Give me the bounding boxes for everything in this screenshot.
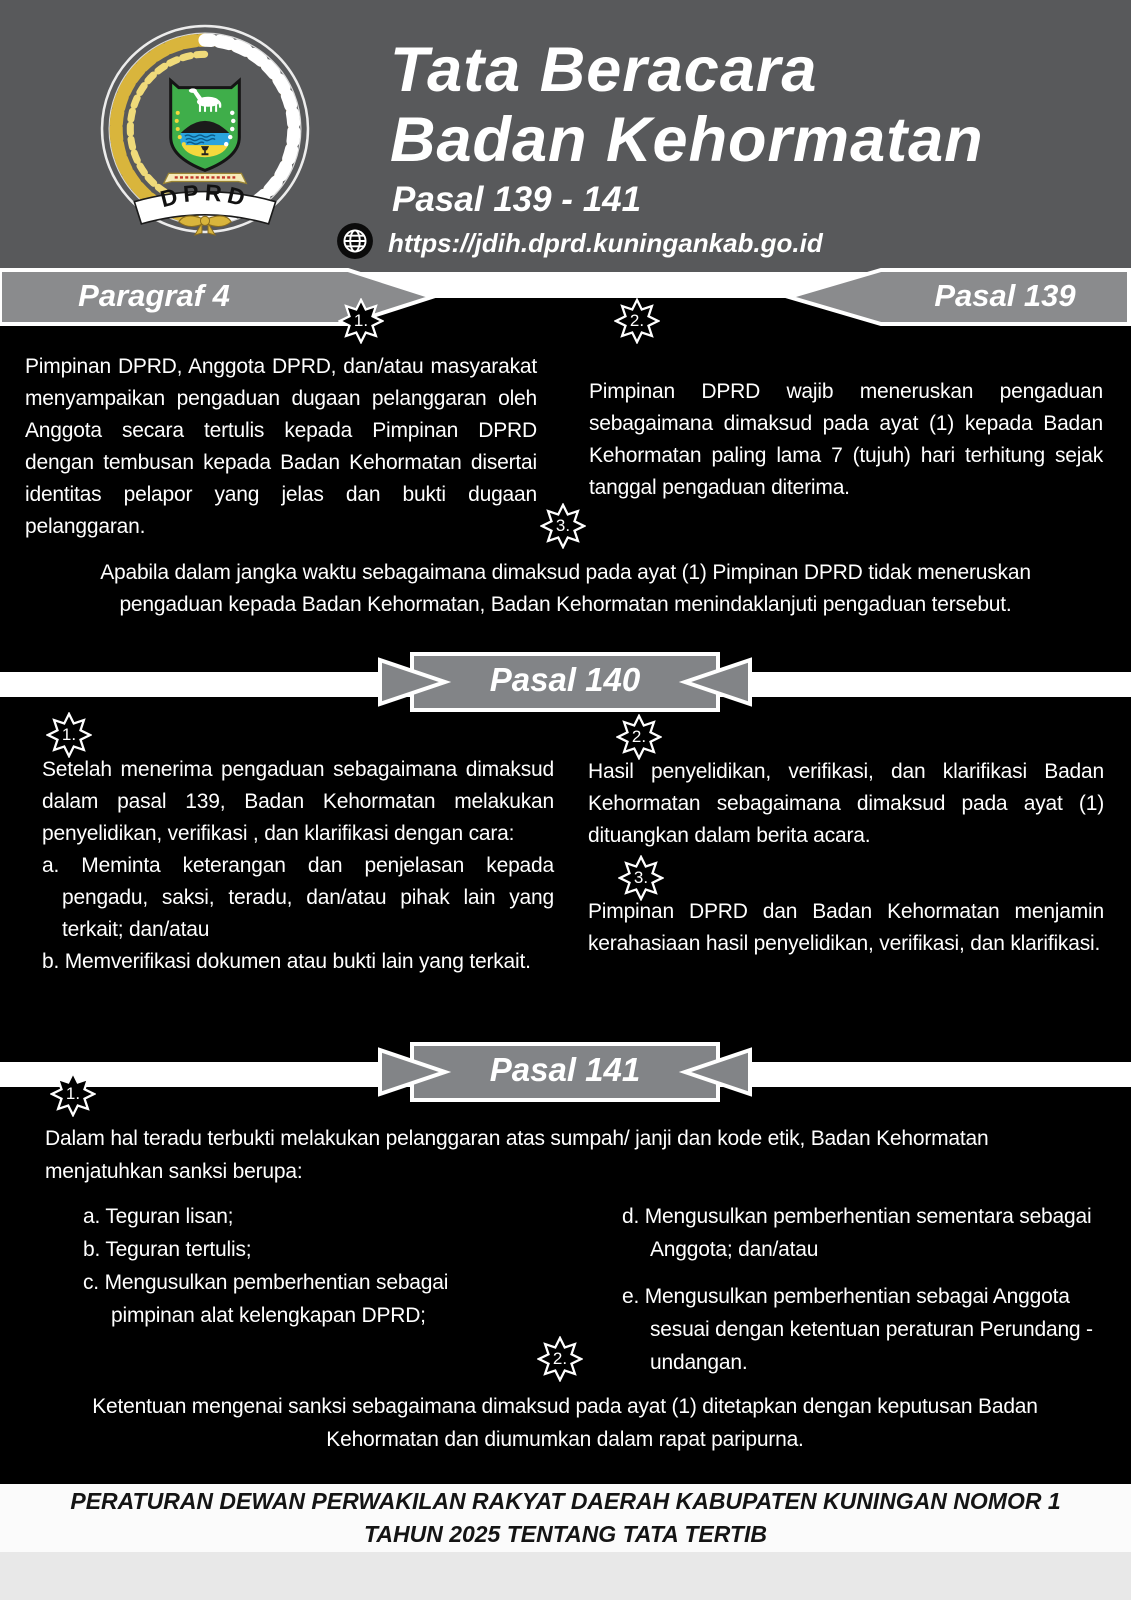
pasal141-item1-text: Dalam hal teradu terbukti melakukan pelanggaran atas sumpah/ janji dan kode etik, Badan Kehormatan menjatuhkan sanksi berupa: bbox=[45, 1127, 989, 1183]
pasal139-item3-text: Apabila dalam jangka waktu sebagaimana dimaksud pada ayat (1) Pimpinan DPRD tidak meneruskan pengaduan kepada Badan Kehormatan, Badan Kehormatan menindaklanjuti pengaduan tersebut. bbox=[100, 561, 1031, 616]
pasal141-item2-text: Ketentuan mengenai sanksi sebagaimana dimaksud pada ayat (1) ditetapkan dengan keputusan Badan Kehormatan dan diumumkan dalam rapat paripurna. bbox=[92, 1395, 1038, 1451]
pasal139-label: Pasal 139 bbox=[934, 278, 1076, 313]
sanction-a: a. Teguran lisan; bbox=[83, 1205, 234, 1228]
item-number-badge: 2. bbox=[616, 714, 662, 760]
item-number-badge: 2. bbox=[537, 1336, 583, 1382]
page-title-line2: Badan Kehormatan bbox=[390, 105, 984, 175]
pasal141-divider bbox=[0, 1038, 1131, 1108]
pasal140-item2-text: Hasil penyelidikan, verifikasi, dan klarifikasi Badan Kehormatan sebagaimana dimaksud pada ayat (1) dituangkan dalam berita acara. bbox=[588, 760, 1104, 847]
item-number-badge: 1. bbox=[46, 712, 92, 758]
item-number-badge: 1. bbox=[50, 1071, 96, 1117]
pasal139-item1-text: Pimpinan DPRD, Anggota DPRD, dan/atau masyarakat menyampaikan pengaduan dugaan pelanggaran oleh Anggota secara tertulis kepada Pimpinan DPRD dengan tembusan kepada Badan Kehormatan disertai identitas pelapor yang jelas dan bukti dugaan pelanggaran. bbox=[25, 355, 537, 538]
pasal141-banner-label: Pasal 141 bbox=[489, 1051, 641, 1088]
page-subtitle: Pasal 139 - 141 bbox=[392, 180, 642, 219]
item-number-badge: 1. bbox=[338, 298, 384, 344]
item-number-badge: 3. bbox=[540, 503, 586, 549]
page-title-line1: Tata Beracara bbox=[390, 35, 818, 105]
kuningan-shield-icon bbox=[171, 81, 240, 171]
pasal140-item1b-text: b. Memverifikasi dokumen atau bukti lain yang terkait. bbox=[42, 950, 531, 973]
pasal141-sanction-list-right bbox=[622, 1200, 1100, 1379]
motto-ribbon-icon bbox=[164, 173, 247, 183]
pasal140-item3-text: Pimpinan DPRD dan Badan Kehormatan menjamin kerahasiaan hasil penyelidikan, verifikasi, dan klarifikasi. bbox=[588, 900, 1104, 955]
item-number-badge: 3. bbox=[618, 855, 664, 901]
pasal140-item1-text: Setelah menerima pengaduan sebagaimana dimaksud dalam pasal 139, Badan Kehormatan melakukan penyelidikan, verifikasi , dan klarifikasi dengan cara: bbox=[42, 758, 554, 845]
item-number-badge: 2. bbox=[614, 298, 660, 344]
footer-regulation-text: PERATURAN DEWAN PERWAKILAN RAKYAT DAERAH KABUPATEN KUNINGAN NOMOR 1 TAHUN 2025 TENTANG TATA TERTIB bbox=[70, 1488, 1061, 1547]
sanction-c: c. Mengusulkan pemberhentian sebagai pimpinan alat kelengkapan DPRD; bbox=[83, 1271, 449, 1327]
paragraf-label: Paragraf 4 bbox=[78, 278, 230, 313]
globe-icon bbox=[336, 222, 374, 260]
pasal141-sanction-list-left bbox=[83, 1200, 519, 1332]
dprd-kuningan-logo bbox=[98, 22, 312, 236]
logo-org-text: DPRD bbox=[157, 179, 253, 213]
pasal140-item1-block bbox=[42, 754, 554, 978]
sanction-d: d. Mengusulkan pemberhentian sementara sebagai Anggota; dan/atau bbox=[622, 1205, 1092, 1261]
pasal140-banner-label: Pasal 140 bbox=[489, 661, 641, 698]
website-url[interactable]: https://jdih.dprd.kuningankab.go.id bbox=[388, 228, 823, 258]
pasal139-item2-text: Pimpinan DPRD wajib meneruskan pengaduan sebagaimana dimaksud pada ayat (1) kepada Badan Kehormatan paling lama 7 (tujuh) hari terhitung sejak tanggal pengaduan diterima. bbox=[589, 380, 1103, 499]
footer-band bbox=[0, 1484, 1131, 1552]
sanction-b: b. Teguran tertulis; bbox=[83, 1238, 252, 1261]
bottom-strip bbox=[0, 1552, 1131, 1600]
pasal140-divider bbox=[0, 648, 1131, 718]
sanction-e: e. Mengusulkan pemberhentian sebagai Anggota sesuai dengan ketentuan peraturan Perundang - undangan. bbox=[622, 1285, 1093, 1374]
pasal140-item1a-text: a. Meminta keterangan dan penjelasan kepada pengadu, saksi, teradu, dan/atau pihak lain yang terkait; dan/atau bbox=[42, 854, 554, 941]
header bbox=[0, 0, 1131, 272]
